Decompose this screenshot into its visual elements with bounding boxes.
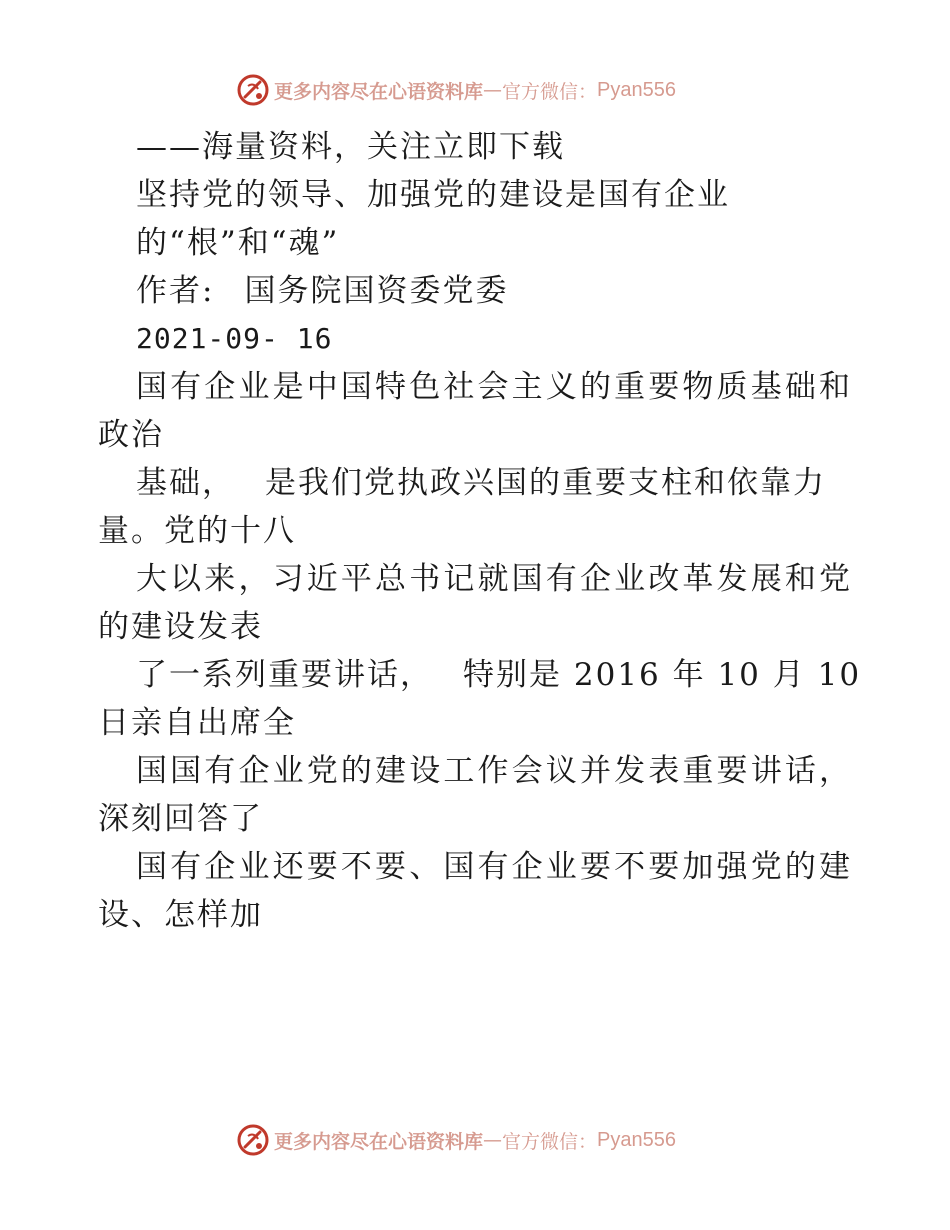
paragraph-line: 设、怎样加: [98, 897, 263, 933]
paragraph-line: 国有企业是中国特色社会主义的重要物质基础和: [136, 369, 852, 405]
watermark-main-text: 更多内容尽在心语资料库: [274, 80, 484, 103]
paragraph-line: 国有企业还要不要、国有企业要不要加强党的建: [136, 849, 852, 885]
paragraph-line: [98, 459, 858, 507]
watermark-wechat-label: 官方微信：: [502, 80, 598, 103]
author-line: [98, 267, 858, 315]
logo-icon: [236, 1123, 270, 1157]
document-body: [98, 123, 862, 939]
paragraph-line: 政治: [98, 417, 164, 453]
paragraph-line: 的建设发表: [98, 609, 263, 645]
watermark-wechat-id: Pyan556: [597, 1128, 676, 1151]
title-line-2: 的“根”和“魂”: [136, 225, 340, 261]
watermark-wechat-label: 官方微信：: [502, 1130, 598, 1153]
paragraph-line: [98, 651, 862, 699]
paragraph-line: 量。党的十八: [98, 513, 296, 549]
paragraph-line: 大以来，习近平总书记就国有企业改革发展和党: [136, 561, 852, 597]
logo-icon: [236, 73, 270, 107]
watermark-main-text: 更多内容尽在心语资料库: [274, 1130, 484, 1153]
footer-watermark: [236, 1122, 676, 1158]
watermark-dash: —: [483, 1129, 503, 1151]
date-line: 2021-09- 16: [136, 322, 333, 355]
watermark-dash: —: [483, 79, 503, 101]
author-name: 国务院国资委党委: [244, 273, 509, 309]
header-watermark: [236, 72, 676, 108]
paragraph-line: 国国有企业党的建设工作会议并发表重要讲话，: [136, 753, 852, 789]
title-line-1: 坚持党的领导、加强党的建设是国有企业: [136, 177, 730, 213]
watermark-wechat-id: Pyan556: [597, 78, 676, 101]
paragraph-line: 深刻回答了: [98, 801, 263, 837]
author-label: 作者:: [136, 273, 215, 309]
paragraph-line: 日亲自出席全: [98, 705, 296, 741]
paragraph-fragment: 是我们党执政兴国的重要支柱和依靠力: [265, 465, 826, 501]
paragraph-fragment: 了一系列重要讲话，: [136, 657, 433, 693]
paragraph-fragment: 基础，: [136, 465, 235, 501]
intro-line: ——海量资料，关注立即下载: [136, 129, 565, 165]
paragraph-fragment: 特别是 2016 年 10 月 10: [463, 657, 862, 693]
